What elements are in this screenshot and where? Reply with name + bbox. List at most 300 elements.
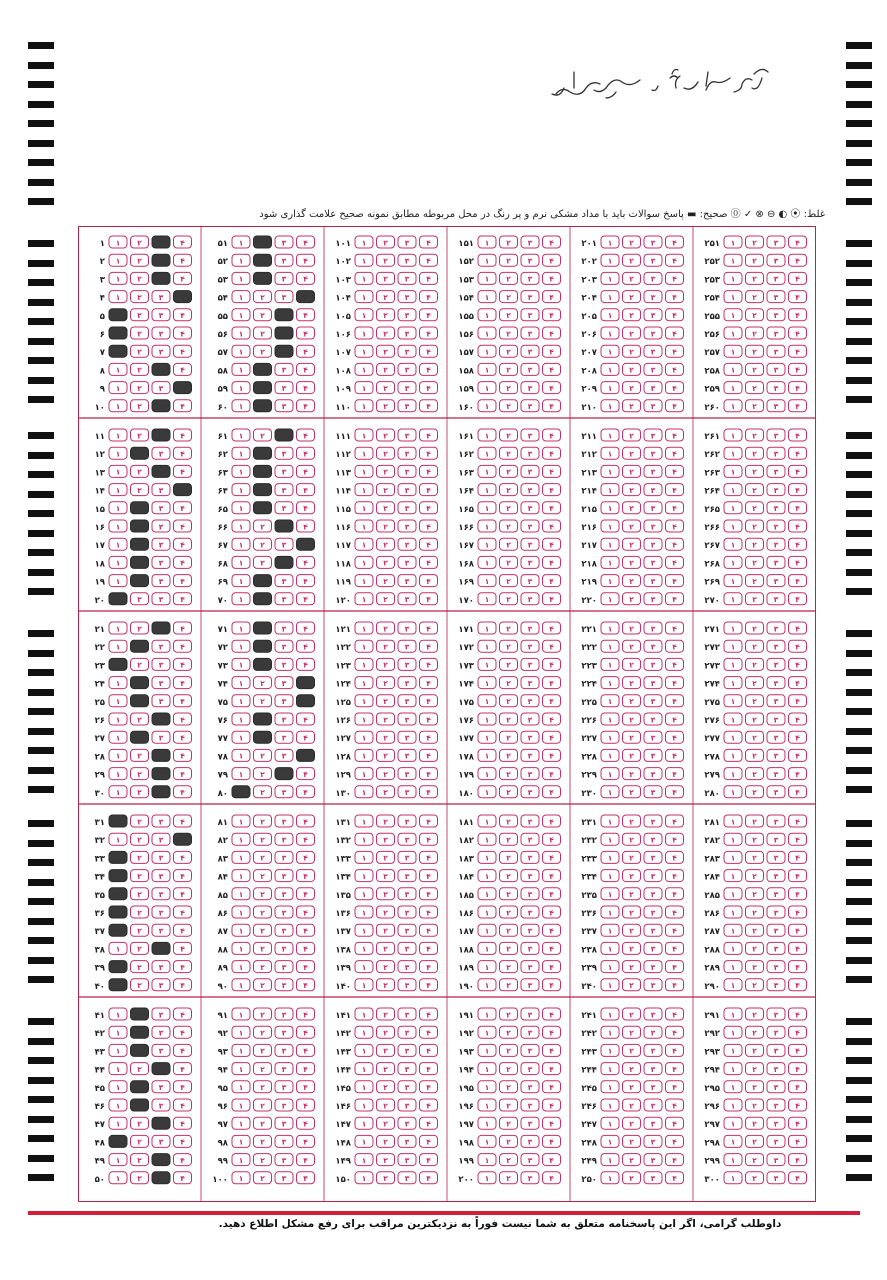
question-number: ۱۲۵ bbox=[335, 697, 351, 708]
question-number: ۶۲ bbox=[217, 450, 228, 461]
bubble-label: ۳ bbox=[773, 1010, 779, 1020]
question-number: ۱۱۵ bbox=[335, 504, 351, 515]
bubble-label: ۴ bbox=[180, 329, 185, 339]
bubble-label: ۱ bbox=[484, 853, 490, 863]
question-number: ۹۰ bbox=[217, 981, 228, 992]
bubble-label: ۴ bbox=[672, 431, 677, 441]
bubble-label: ۳ bbox=[650, 769, 656, 779]
bubble-label: ۱ bbox=[730, 1083, 736, 1093]
bubble-label: ۲ bbox=[137, 1174, 142, 1184]
question-number: ۱۹۳ bbox=[458, 1047, 474, 1058]
question-number: ۱۱۹ bbox=[335, 577, 351, 588]
filled-bubble bbox=[109, 309, 127, 321]
bubble-label: ۱ bbox=[361, 697, 367, 707]
bubble-label: ۲ bbox=[506, 1028, 511, 1038]
bubble-label: ۴ bbox=[549, 1101, 554, 1111]
question-number: ۹۵ bbox=[217, 1083, 228, 1094]
bubble-label: ۱ bbox=[115, 769, 121, 779]
bubble-label: ۴ bbox=[672, 274, 677, 284]
bubble-label: ۲ bbox=[137, 431, 142, 441]
bubble-label: ۴ bbox=[303, 733, 308, 743]
bubble-label: ۱ bbox=[607, 733, 613, 743]
filled-bubble bbox=[152, 465, 170, 477]
question-number: ۱۷ bbox=[94, 541, 105, 552]
bubble-label: ۴ bbox=[303, 871, 308, 881]
bubble-label: ۲ bbox=[506, 835, 511, 845]
bubble-label: ۴ bbox=[549, 660, 554, 670]
bubble-label: ۳ bbox=[527, 733, 533, 743]
bubble-label: ۴ bbox=[303, 595, 308, 605]
bubble-label: ۴ bbox=[795, 642, 800, 652]
bubble-label: ۴ bbox=[426, 540, 431, 550]
question-number: ۱۰۶ bbox=[335, 330, 351, 340]
bubble-label: ۱ bbox=[238, 944, 244, 954]
bubble-label: ۱ bbox=[607, 467, 613, 477]
bubble-label: ۳ bbox=[404, 835, 410, 845]
question-number: ۲۷۴ bbox=[704, 679, 720, 690]
question-number: ۱۷۳ bbox=[458, 661, 474, 672]
bubble-label: ۱ bbox=[115, 1155, 121, 1165]
bubble-label: ۲ bbox=[383, 871, 388, 881]
bubble-label: ۴ bbox=[795, 467, 800, 477]
question-number: ۲۷ bbox=[94, 734, 105, 745]
timing-mark bbox=[846, 820, 872, 827]
timing-mark bbox=[28, 1038, 54, 1045]
bubble-label: ۴ bbox=[180, 642, 185, 652]
timing-mark bbox=[846, 1174, 872, 1181]
bubble-label: ۳ bbox=[527, 1119, 533, 1129]
question-number: ۱۶۵ bbox=[458, 504, 474, 515]
bubble-label: ۳ bbox=[527, 642, 533, 652]
bubble-label: ۳ bbox=[527, 274, 533, 284]
question-number: ۱۹۴ bbox=[458, 1065, 474, 1076]
bubble-label: ۴ bbox=[426, 1083, 431, 1093]
bubble-label: ۱ bbox=[115, 522, 121, 532]
bubble-label: ۳ bbox=[527, 660, 533, 670]
bubble-label: ۳ bbox=[650, 1010, 656, 1020]
filled-bubble bbox=[174, 833, 192, 845]
bubble-label: ۴ bbox=[672, 467, 677, 477]
bubble-label: ۲ bbox=[629, 715, 634, 725]
bubble-label: ۴ bbox=[303, 890, 308, 900]
question-number: ۱۷۰ bbox=[458, 595, 474, 606]
bubble-label: ۳ bbox=[281, 1137, 287, 1147]
bubble-label: ۳ bbox=[773, 383, 779, 393]
bubble-label: ۲ bbox=[752, 292, 757, 302]
timing-mark bbox=[846, 840, 872, 847]
bubble-label: ۴ bbox=[795, 522, 800, 532]
bubble-label: ۳ bbox=[404, 329, 410, 339]
bubble-label: ۳ bbox=[404, 962, 410, 972]
bubble-label: ۲ bbox=[137, 890, 142, 900]
filled-bubble bbox=[131, 556, 149, 568]
bubble-label: ۱ bbox=[484, 871, 490, 881]
bubble-label: ۳ bbox=[281, 1064, 287, 1074]
bubble-label: ۱ bbox=[484, 504, 490, 514]
question-number: ۲۳ bbox=[94, 661, 105, 672]
bubble-label: ۱ bbox=[730, 642, 736, 652]
bubble-label: ۲ bbox=[752, 733, 757, 743]
question-number: ۲۲۳ bbox=[581, 661, 597, 672]
bubble-label: ۱ bbox=[361, 981, 367, 991]
bubble-label: ۴ bbox=[672, 1064, 677, 1074]
bubble-label: ۳ bbox=[773, 1101, 779, 1111]
bubble-label: ۲ bbox=[506, 871, 511, 881]
timing-mark bbox=[28, 62, 54, 69]
question-number: ۲۴۵ bbox=[581, 1083, 597, 1094]
bubble-label: ۳ bbox=[650, 817, 656, 827]
bubble-label: ۳ bbox=[650, 624, 656, 634]
question-number: ۱۸۷ bbox=[458, 927, 474, 938]
timing-mark bbox=[846, 396, 872, 403]
bubble-label: ۲ bbox=[506, 715, 511, 725]
timing-mark bbox=[28, 81, 54, 88]
question-number: ۳۰ bbox=[94, 788, 105, 799]
question-number: ۱۵۰ bbox=[335, 1174, 351, 1185]
bubble-label: ۴ bbox=[180, 1101, 185, 1111]
bubble-label: ۱ bbox=[730, 853, 736, 863]
question-number: ۶۳ bbox=[217, 468, 228, 479]
bubble-label: ۴ bbox=[426, 1119, 431, 1129]
bubble-label: ۱ bbox=[361, 329, 367, 339]
bubble-label: ۱ bbox=[115, 715, 121, 725]
question-number: ۵۳ bbox=[217, 275, 228, 286]
bubble-label: ۲ bbox=[260, 1137, 265, 1147]
bubble-label: ۱ bbox=[115, 431, 121, 441]
bubble-label: ۱ bbox=[484, 1064, 490, 1074]
bubble-label: ۱ bbox=[238, 642, 244, 652]
question-number: ۱۲۰ bbox=[335, 595, 351, 606]
timing-mark bbox=[846, 510, 872, 517]
question-number: ۴۵ bbox=[94, 1083, 105, 1094]
question-number: ۵۵ bbox=[217, 311, 228, 322]
bubble-label: ۴ bbox=[795, 402, 800, 412]
question-number: ۴۰ bbox=[94, 981, 105, 992]
bubble-label: ۱ bbox=[238, 678, 244, 688]
bubble-label: ۳ bbox=[404, 402, 410, 412]
timing-mark bbox=[846, 198, 872, 205]
bubble-label: ۲ bbox=[260, 788, 265, 798]
bubble-label: ۳ bbox=[527, 540, 533, 550]
bubble-label: ۴ bbox=[549, 1028, 554, 1038]
bubble-label: ۳ bbox=[773, 365, 779, 375]
bubble-label: ۲ bbox=[260, 697, 265, 707]
question-number: ۲۸۴ bbox=[704, 872, 720, 883]
question-number: ۲۲۹ bbox=[581, 770, 597, 781]
bubble-label: ۳ bbox=[404, 769, 410, 779]
bubble-label: ۲ bbox=[629, 402, 634, 412]
bubble-label: ۱ bbox=[361, 1119, 367, 1129]
bubble-label: ۳ bbox=[650, 256, 656, 266]
timing-mark bbox=[846, 786, 872, 793]
timing-mark bbox=[28, 101, 54, 108]
bubble-label: ۴ bbox=[549, 576, 554, 586]
bubble-label: ۴ bbox=[672, 504, 677, 514]
bubble-label: ۳ bbox=[158, 660, 164, 670]
bubble-label: ۱ bbox=[115, 365, 121, 375]
bubble-label: ۳ bbox=[650, 311, 656, 321]
bubble-label: ۱ bbox=[238, 1101, 244, 1111]
bubble-label: ۲ bbox=[506, 751, 511, 761]
bubble-label: ۱ bbox=[484, 595, 490, 605]
filled-bubble bbox=[174, 484, 192, 496]
question-number: ۲۹۸ bbox=[704, 1138, 720, 1149]
timing-mark bbox=[846, 1116, 872, 1123]
bubble-label: ۲ bbox=[629, 558, 634, 568]
bubble-label: ۱ bbox=[730, 558, 736, 568]
bubble-label: ۳ bbox=[650, 431, 656, 441]
bubble-label: ۱ bbox=[730, 449, 736, 459]
filled-bubble bbox=[152, 768, 170, 780]
bubble-label: ۴ bbox=[426, 522, 431, 532]
bubble-label: ۴ bbox=[549, 467, 554, 477]
bubble-label: ۴ bbox=[549, 238, 554, 248]
bubble-label: ۴ bbox=[549, 624, 554, 634]
filled-bubble bbox=[152, 786, 170, 798]
bubble-label: ۱ bbox=[238, 1174, 244, 1184]
bubble-label: ۲ bbox=[629, 835, 634, 845]
bubble-label: ۲ bbox=[752, 431, 757, 441]
bubble-label: ۲ bbox=[383, 1155, 388, 1165]
timing-mark bbox=[846, 120, 872, 127]
bubble-label: ۴ bbox=[672, 1028, 677, 1038]
bubble-label: ۱ bbox=[361, 1046, 367, 1056]
bubble-label: ۳ bbox=[158, 835, 164, 845]
filled-bubble bbox=[152, 1172, 170, 1184]
bubble-label: ۲ bbox=[506, 292, 511, 302]
question-number: ۱۳۴ bbox=[335, 872, 351, 883]
bubble-label: ۲ bbox=[260, 1083, 265, 1093]
bubble-label: ۴ bbox=[795, 751, 800, 761]
bubble-label: ۱ bbox=[238, 715, 244, 725]
bubble-label: ۱ bbox=[484, 1174, 490, 1184]
bubble-label: ۲ bbox=[137, 817, 142, 827]
filled-bubble bbox=[297, 538, 315, 550]
bubble-label: ۴ bbox=[549, 788, 554, 798]
question-number: ۱۳۶ bbox=[335, 909, 351, 919]
bubble-label: ۴ bbox=[672, 788, 677, 798]
bubble-label: ۴ bbox=[795, 660, 800, 670]
bubble-label: ۴ bbox=[180, 769, 185, 779]
question-number: ۲۰۱ bbox=[581, 239, 597, 249]
bubble-label: ۳ bbox=[527, 558, 533, 568]
bubble-label: ۱ bbox=[730, 1010, 736, 1020]
bubble-label: ۱ bbox=[730, 431, 736, 441]
bubble-label: ۴ bbox=[549, 769, 554, 779]
bubble-label: ۱ bbox=[238, 449, 244, 459]
bubble-label: ۳ bbox=[527, 697, 533, 707]
bubble-label: ۴ bbox=[180, 1174, 185, 1184]
question-number: ۱۰۵ bbox=[335, 311, 351, 322]
bubble-label: ۴ bbox=[426, 660, 431, 670]
question-number: ۲۷۳ bbox=[704, 661, 720, 672]
question-number: ۳۰۰ bbox=[704, 1174, 720, 1185]
question-number: ۷ bbox=[99, 348, 105, 359]
bubble-label: ۲ bbox=[752, 347, 757, 357]
question-number: ۱۶۸ bbox=[458, 559, 474, 570]
bubble-label: ۴ bbox=[549, 981, 554, 991]
bubble-label: ۴ bbox=[303, 402, 308, 412]
question-number: ۲۴۶ bbox=[581, 1102, 597, 1112]
bubble-label: ۴ bbox=[549, 485, 554, 495]
question-number: ۲۵۹ bbox=[704, 384, 720, 395]
bubble-label: ۳ bbox=[650, 751, 656, 761]
bubble-label: ۲ bbox=[383, 1028, 388, 1038]
bubble-label: ۳ bbox=[527, 817, 533, 827]
timing-mark bbox=[846, 689, 872, 696]
bubble-label: ۱ bbox=[484, 292, 490, 302]
timing-mark bbox=[846, 918, 872, 925]
bubble-label: ۴ bbox=[303, 383, 308, 393]
bubble-label: ۴ bbox=[426, 981, 431, 991]
question-number: ۲۲۲ bbox=[581, 643, 597, 654]
bubble-label: ۱ bbox=[484, 981, 490, 991]
bubble-label: ۳ bbox=[158, 1083, 164, 1093]
bubble-label: ۱ bbox=[607, 347, 613, 357]
filled-bubble bbox=[109, 851, 127, 863]
bubble-label: ۴ bbox=[549, 449, 554, 459]
bubble-label: ۱ bbox=[361, 449, 367, 459]
bubble-label: ۱ bbox=[115, 1064, 121, 1074]
bubble-label: ۱ bbox=[730, 467, 736, 477]
bubble-label: ۴ bbox=[549, 383, 554, 393]
bubble-label: ۲ bbox=[752, 504, 757, 514]
filled-bubble bbox=[174, 382, 192, 394]
filled-bubble bbox=[297, 291, 315, 303]
bubble-label: ۲ bbox=[506, 1064, 511, 1074]
bubble-label: ۳ bbox=[158, 1101, 164, 1111]
bubble-label: ۱ bbox=[115, 788, 121, 798]
question-number: ۲۳۴ bbox=[581, 872, 597, 883]
bubble-label: ۳ bbox=[158, 1137, 164, 1147]
bubble-label: ۳ bbox=[404, 853, 410, 863]
bubble-label: ۲ bbox=[383, 504, 388, 514]
question-number: ۱۲۸ bbox=[335, 752, 351, 763]
bubble-label: ۱ bbox=[607, 835, 613, 845]
bubble-label: ۱ bbox=[238, 576, 244, 586]
bubble-label: ۳ bbox=[158, 595, 164, 605]
bubble-label: ۱ bbox=[238, 365, 244, 375]
bubble-label: ۴ bbox=[426, 944, 431, 954]
bubble-label: ۲ bbox=[629, 595, 634, 605]
bubble-label: ۲ bbox=[752, 908, 757, 918]
bubble-label: ۱ bbox=[607, 485, 613, 495]
bubble-label: ۳ bbox=[281, 449, 287, 459]
bubble-label: ۳ bbox=[281, 1101, 287, 1111]
question-number: ۲۹۲ bbox=[704, 1029, 720, 1040]
bubble-label: ۴ bbox=[180, 1137, 185, 1147]
question-number: ۱۶۱ bbox=[458, 432, 474, 442]
bubble-label: ۱ bbox=[607, 540, 613, 550]
bubble-label: ۱ bbox=[115, 292, 121, 302]
timing-mark bbox=[28, 1077, 54, 1084]
bubble-label: ۴ bbox=[795, 962, 800, 972]
bubble-label: ۲ bbox=[629, 926, 634, 936]
bubble-label: ۲ bbox=[383, 576, 388, 586]
bubble-label: ۴ bbox=[795, 504, 800, 514]
bubble-label: ۴ bbox=[672, 522, 677, 532]
bubble-label: ۳ bbox=[650, 660, 656, 670]
question-number: ۱۹۰ bbox=[458, 981, 474, 992]
bubble-label: ۳ bbox=[404, 1028, 410, 1038]
bubble-label: ۱ bbox=[484, 962, 490, 972]
question-number: ۵۰ bbox=[94, 1174, 105, 1185]
bubble-label: ۲ bbox=[506, 431, 511, 441]
bubble-label: ۴ bbox=[180, 1083, 185, 1093]
bubble-label: ۳ bbox=[773, 817, 779, 827]
bubble-label: ۲ bbox=[506, 853, 511, 863]
timing-mark bbox=[846, 859, 872, 866]
bubble-label: ۳ bbox=[404, 383, 410, 393]
question-number: ۲۷۰ bbox=[704, 595, 720, 606]
bubble-label: ۴ bbox=[795, 817, 800, 827]
bubble-label: ۳ bbox=[404, 1083, 410, 1093]
filled-bubble bbox=[297, 677, 315, 689]
bubble-label: ۳ bbox=[650, 926, 656, 936]
bubble-label: ۱ bbox=[115, 1010, 121, 1020]
question-number: ۲۵۱ bbox=[704, 239, 720, 249]
bubble-label: ۳ bbox=[158, 908, 164, 918]
question-number: ۲۴۳ bbox=[581, 1047, 597, 1058]
bubble-label: ۱ bbox=[238, 835, 244, 845]
bubble-label: ۱ bbox=[361, 467, 367, 477]
bubble-label: ۲ bbox=[383, 449, 388, 459]
bubble-label: ۱ bbox=[361, 1064, 367, 1074]
bubble-label: ۴ bbox=[180, 981, 185, 991]
bubble-label: ۴ bbox=[426, 504, 431, 514]
bubble-label: ۲ bbox=[752, 1010, 757, 1020]
bubble-label: ۱ bbox=[238, 1119, 244, 1129]
timing-mark bbox=[28, 879, 54, 886]
bubble-label: ۱ bbox=[115, 1101, 121, 1111]
filled-bubble bbox=[131, 447, 149, 459]
filled-bubble bbox=[109, 345, 127, 357]
bubble-label: ۱ bbox=[361, 751, 367, 761]
bubble-label: ۳ bbox=[650, 697, 656, 707]
bubble-label: ۱ bbox=[484, 1010, 490, 1020]
bubble-label: ۳ bbox=[527, 715, 533, 725]
bubble-label: ۲ bbox=[629, 274, 634, 284]
wrong-example-marks: ⦿ ◐ ⊖ ⊗ ✓ ⓪ bbox=[727, 209, 801, 220]
bubble-label: ۴ bbox=[672, 769, 677, 779]
bubble-label: ۱ bbox=[607, 256, 613, 266]
question-number: ۱۹۲ bbox=[458, 1029, 474, 1040]
bubble-label: ۲ bbox=[260, 1010, 265, 1020]
bubble-label: ۱ bbox=[361, 624, 367, 634]
filled-bubble bbox=[254, 400, 272, 412]
bubble-label: ۱ bbox=[607, 504, 613, 514]
bubble-label: ۳ bbox=[158, 347, 164, 357]
bubble-label: ۳ bbox=[527, 329, 533, 339]
bubble-label: ۴ bbox=[426, 402, 431, 412]
timing-mark bbox=[846, 159, 872, 166]
bubble-label: ۴ bbox=[426, 329, 431, 339]
bubble-label: ۴ bbox=[795, 383, 800, 393]
bubble-label: ۴ bbox=[180, 1046, 185, 1056]
bubble-label: ۴ bbox=[303, 1155, 308, 1165]
bubble-label: ۳ bbox=[281, 962, 287, 972]
bubble-label: ۳ bbox=[527, 467, 533, 477]
bubble-label: ۱ bbox=[607, 383, 613, 393]
bubble-label: ۴ bbox=[549, 1137, 554, 1147]
question-number: ۱۶ bbox=[94, 523, 105, 533]
timing-mark bbox=[846, 1077, 872, 1084]
bubble-label: ۴ bbox=[672, 817, 677, 827]
bubble-label: ۴ bbox=[672, 1046, 677, 1056]
bubble-label: ۴ bbox=[795, 449, 800, 459]
bubble-label: ۳ bbox=[773, 733, 779, 743]
bubble-label: ۳ bbox=[650, 540, 656, 550]
